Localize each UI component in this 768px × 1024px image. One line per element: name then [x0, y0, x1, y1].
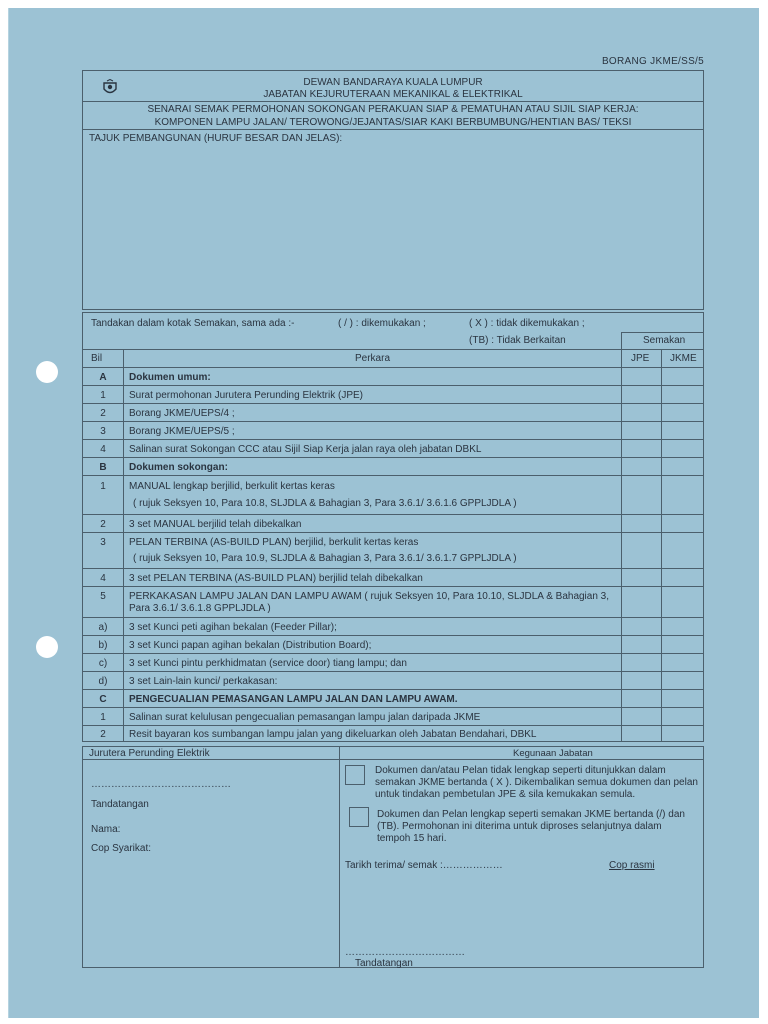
- row-bil: a): [98, 622, 108, 633]
- row-bil: 1: [100, 390, 106, 401]
- row-bil: 2: [100, 729, 106, 740]
- semakan-header: Semakan: [643, 335, 686, 346]
- dept-signature-line: ………………………………: [345, 947, 465, 958]
- row-bil: d): [98, 676, 108, 687]
- department-use-title: Kegunaan Jabatan: [513, 748, 593, 759]
- legend-na: (TB) : Tidak Berkaitan: [469, 335, 566, 346]
- bil-header: Bil: [91, 353, 103, 364]
- department-name: JABATAN KEJURUTERAAN MEKANIKAL & ELEKTRIKAL: [263, 89, 523, 100]
- incomplete-option-text: Dokumen dan/atau Pelan tidak lengkap seperti ditunjukkan dalam semakan JKME bertanda ( X ). Dikembalikan semua dokumen dan pelan untuk tindakan pembetulan JPE & sila kemukakan semula.: [375, 765, 698, 800]
- signature-line: ……………………………………: [91, 779, 231, 790]
- row-bil: A: [99, 372, 107, 383]
- checklist-item: Resit bayaran kos sumbangan lampu jalan yang dikeluarkan oleh Jabatan Bendahari, DBKL: [129, 729, 537, 740]
- row-bil: 3: [100, 537, 106, 548]
- official-stamp-label: Cop rasmi: [609, 860, 655, 871]
- checklist-item: Salinan surat kelulusan pengecualian pemasangan lampu jalan daripada JKME: [129, 712, 481, 723]
- checklist-table: [82, 312, 704, 742]
- row-bil: c): [98, 658, 108, 669]
- form-title-line1: SENARAI SEMAK PERMOHONAN SOKONGAN PERAKUAN SIAP & PEMATUHAN ATAU SIJIL SIAP KERJA:: [147, 104, 639, 115]
- row-bil: 1: [100, 712, 106, 723]
- consultant-section-title: Jurutera Perunding Elektrik: [89, 748, 210, 759]
- jkme-header: JKME: [670, 353, 697, 364]
- section-heading: Dokumen sokongan:: [129, 462, 228, 473]
- footer-box: [82, 746, 704, 968]
- form-title-line2: KOMPONEN LAMPU JALAN/ TEROWONG/JEJANTAS/SIAR KAKI BERBUMBUNG/HENTIAN BAS/ TEKSI: [154, 117, 632, 128]
- row-bil: C: [99, 694, 107, 705]
- checklist-item-reference: ( rujuk Seksyen 10, Para 10.9, SLJDLA & Bahagian 3, Para 3.6.1/ 3.6.1.7 GPPLJDLA ): [133, 553, 517, 564]
- checklist-item: 3 set Lain-lain kunci/ perkakasan:: [129, 676, 278, 687]
- legend-cross: ( X ) : tidak dikemukakan ;: [469, 318, 585, 329]
- checklist-item-reference: ( rujuk Seksyen 10, Para 10.8, SLJDLA & Bahagian 3, Para 3.6.1/ 3.6.1.6 GPPLJDLA ): [133, 498, 517, 509]
- signature-label: Tandatangan: [91, 799, 149, 810]
- incomplete-checkbox[interactable]: [345, 765, 365, 785]
- complete-checkbox[interactable]: [349, 807, 369, 827]
- form-reference: BORANG JKME/SS/5: [601, 56, 704, 67]
- punch-hole: [36, 636, 58, 658]
- checklist-item: 3 set MANUAL berjilid telah dibekalkan: [129, 519, 302, 530]
- row-bil: 1: [100, 481, 106, 492]
- row-bil: 2: [100, 519, 106, 530]
- checklist-item: 3 set PELAN TERBINA (AS-BUILD PLAN) berjilid telah dibekalkan: [129, 573, 423, 584]
- dept-signature-label: Tandatangan: [355, 958, 413, 969]
- row-bil: B: [99, 462, 107, 473]
- received-date-field: Tarikh terima/ semak :………………: [345, 860, 503, 871]
- checklist-item: 3 set Kunci peti agihan bekalan (Feeder Pillar);: [129, 622, 337, 633]
- checklist-item: PERKAKASAN LAMPU JALAN DAN LAMPU AWAM ( rujuk Seksyen 10, Para 10.10, SLJDLA & Bahagian 3,: [129, 591, 610, 602]
- section-heading: PENGECUALIAN PEMASANGAN LAMPU JALAN DAN LAMPU AWAM.: [129, 694, 458, 705]
- checklist-item: 3 set Kunci papan agihan bekalan (Distribution Board);: [129, 640, 372, 651]
- checklist-item: Borang JKME/UEPS/4 ;: [129, 408, 235, 419]
- row-bil: 4: [100, 573, 106, 584]
- section-heading: Dokumen umum:: [129, 372, 211, 383]
- perkara-header: Perkara: [355, 353, 391, 364]
- project-title-label: TAJUK PEMBANGUNAN (HURUF BESAR DAN JELAS):: [89, 133, 343, 144]
- checklist-item: PELAN TERBINA (AS-BUILD PLAN) berjilid, berkulit kertas keras: [129, 537, 419, 548]
- checklist-item: Salinan surat Sokongan CCC atau Sijil Siap Kerja jalan raya oleh jabatan DBKL: [129, 444, 482, 455]
- org-name: DEWAN BANDARAYA KUALA LUMPUR: [303, 77, 483, 88]
- punch-hole: [36, 361, 58, 383]
- name-label: Nama:: [91, 824, 121, 835]
- row-bil: b): [98, 640, 108, 651]
- legend-tick: ( / ) : dikemukakan ;: [338, 318, 426, 329]
- checklist-item-reference: Para 3.6.1/ 3.6.1.8 GPPLJDLA ): [129, 603, 271, 614]
- checklist-item: Borang JKME/UEPS/5 ;: [129, 426, 235, 437]
- complete-option-text: Dokumen dan Pelan lengkap seperti semakan JKME bertanda (/) dan (TB). Permohonan ini diterima untuk diproses selanjutnya dalam tempoh 15 hari.: [377, 809, 685, 844]
- company-stamp-label: Cop Syarikat:: [91, 843, 152, 854]
- jpe-header: JPE: [631, 353, 650, 364]
- checklist-item: MANUAL lengkap berjilid, berkulit kertas keras: [129, 481, 335, 492]
- row-bil: 4: [100, 444, 106, 455]
- checklist-item: Surat permohonan Jurutera Perunding Elektrik (JPE): [129, 390, 364, 401]
- legend-intro: Tandakan dalam kotak Semakan, sama ada :-: [91, 318, 295, 329]
- row-bil: 5: [100, 591, 106, 602]
- checklist-item: 3 set Kunci pintu perkhidmatan (service door) tiang lampu; dan: [129, 658, 407, 669]
- row-bil: 2: [100, 408, 106, 419]
- row-bil: 3: [100, 426, 106, 437]
- header-box: [82, 70, 704, 310]
